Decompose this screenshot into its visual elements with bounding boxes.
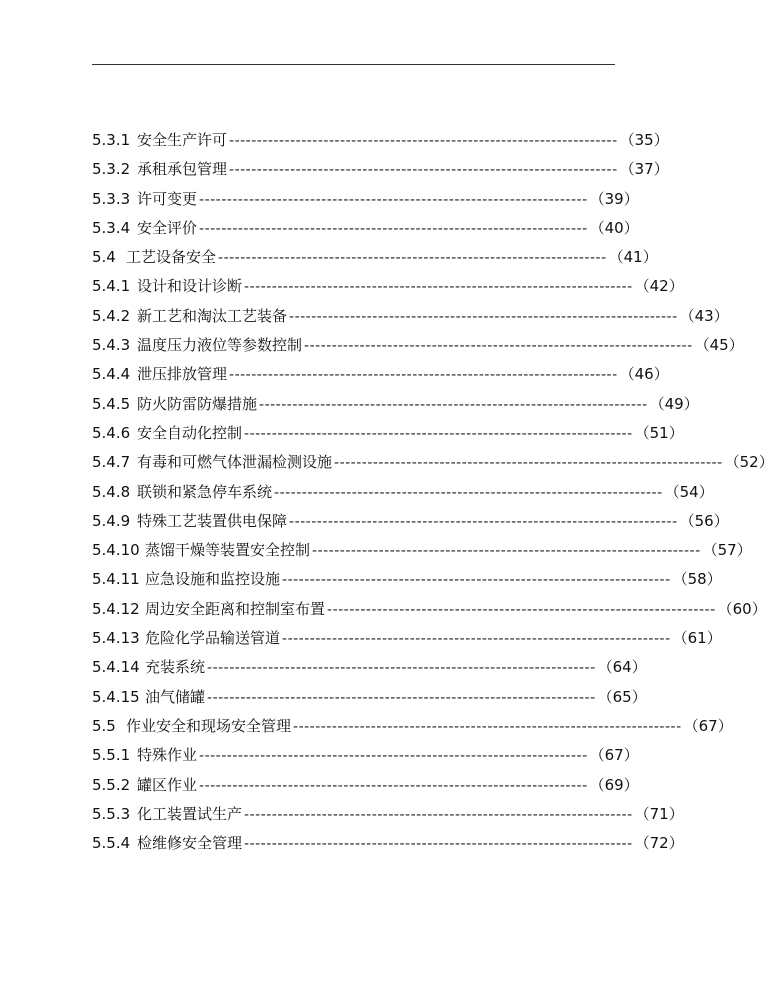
dot-leader: ---------------------------------------------------------------------- — [289, 513, 678, 530]
section-title: 作业安全和现场安全管理 — [126, 716, 292, 735]
toc-entry[interactable] — [92, 214, 639, 243]
page-number: （40） — [589, 218, 639, 237]
toc-entry[interactable] — [92, 712, 733, 741]
section-number: 5.5.1 — [92, 746, 131, 765]
section-title: 油气储罐 — [145, 687, 206, 706]
dot-leader: ---------------------------------------------------------------------- — [207, 660, 596, 677]
section-number: 5.5.3 — [92, 804, 131, 823]
section-number: 5.5.4 — [92, 834, 131, 853]
section-number: 5.5 — [92, 716, 116, 735]
page-number: （37） — [619, 160, 669, 179]
dot-leader: ---------------------------------------------------------------------- — [289, 308, 678, 325]
toc-entry[interactable] — [92, 243, 658, 272]
page-number: （35） — [619, 131, 669, 149]
toc-entry[interactable] — [92, 331, 744, 360]
dot-leader: ---------------------------------------------------------------------- — [334, 455, 723, 472]
section-number: 5.4.14 — [92, 658, 140, 677]
dot-leader: ---------------------------------------------------------------------- — [274, 484, 663, 501]
toc-entry[interactable] — [92, 507, 729, 536]
dot-leader: ---------------------------------------------------------------------- — [282, 631, 671, 648]
page-number: （45） — [694, 336, 744, 355]
section-number: 5.4.8 — [92, 482, 131, 501]
header-rule — [92, 64, 615, 65]
page-number: （54） — [664, 482, 714, 501]
section-title: 充装系统 — [145, 658, 206, 677]
page-number: （57） — [702, 541, 752, 560]
dot-leader: ---------------------------------------------------------------------- — [218, 250, 607, 267]
page-number: （72） — [634, 834, 684, 853]
dot-leader: ---------------------------------------------------------------------- — [244, 279, 633, 296]
dot-leader: ---------------------------------------------------------------------- — [312, 543, 701, 560]
toc-entry[interactable] — [92, 448, 774, 477]
toc-entry[interactable] — [92, 360, 669, 389]
section-title: 蒸馏干燥等装置安全控制 — [145, 541, 311, 560]
toc-entry[interactable] — [92, 771, 639, 800]
section-title: 特殊作业 — [137, 746, 198, 765]
section-title: 工艺设备安全 — [126, 248, 217, 267]
toc-entry[interactable] — [92, 741, 639, 770]
section-number: 5.4.7 — [92, 453, 131, 472]
section-title: 温度压力液位等参数控制 — [137, 336, 303, 355]
toc-entry[interactable] — [92, 185, 639, 214]
toc-entry[interactable] — [92, 419, 684, 448]
dot-leader: ---------------------------------------------------------------------- — [244, 806, 633, 823]
dot-leader: ---------------------------------------------------------------------- — [282, 572, 671, 589]
page-number: （43） — [679, 306, 729, 325]
section-number: 5.3.2 — [92, 160, 131, 179]
toc-entry[interactable] — [92, 565, 722, 594]
dot-leader: ---------------------------------------------------------------------- — [207, 689, 596, 706]
dot-leader: ---------------------------------------------------------------------- — [259, 396, 648, 413]
section-number: 5.4.12 — [92, 599, 140, 618]
table-of-contents — [92, 126, 774, 858]
toc-entry[interactable] — [92, 478, 714, 507]
section-number: 5.4.15 — [92, 687, 140, 706]
section-number: 5.4.3 — [92, 336, 131, 355]
page-number: （46） — [619, 365, 669, 384]
dot-leader: ---------------------------------------------------------------------- — [327, 601, 716, 618]
page-number: （69） — [589, 775, 639, 794]
section-number: 5.4.4 — [92, 365, 131, 384]
section-title: 新工艺和淘汰工艺装备 — [137, 306, 288, 325]
page-number: （39） — [589, 189, 639, 208]
section-title: 承租承包管理 — [137, 160, 228, 179]
toc-entry[interactable] — [92, 653, 647, 682]
dot-leader: ---------------------------------------------------------------------- — [199, 191, 588, 208]
page-number: （64） — [597, 658, 647, 677]
section-title: 安全生产许可 — [137, 131, 228, 149]
toc-entry[interactable] — [92, 595, 767, 624]
page-number: （51） — [634, 423, 684, 442]
toc-entry[interactable] — [92, 800, 684, 829]
dot-leader: ---------------------------------------------------------------------- — [229, 133, 618, 149]
toc-entry[interactable] — [92, 683, 647, 712]
section-number: 5.3.4 — [92, 218, 131, 237]
section-title: 泄压排放管理 — [137, 365, 228, 384]
section-title: 危险化学品输送管道 — [145, 629, 281, 648]
toc-entry[interactable] — [92, 155, 669, 184]
page-number: （42） — [634, 277, 684, 296]
section-title: 联锁和紧急停车系统 — [137, 482, 273, 501]
section-number: 5.4.10 — [92, 541, 140, 560]
section-number: 5.4.5 — [92, 394, 131, 413]
page-number: （52） — [724, 453, 774, 472]
section-title: 化工装置试生产 — [137, 804, 243, 823]
section-number: 5.4.9 — [92, 511, 131, 530]
page-number: （58） — [672, 570, 722, 589]
section-title: 罐区作业 — [137, 775, 198, 794]
section-number: 5.3.1 — [92, 131, 131, 149]
dot-leader: ---------------------------------------------------------------------- — [304, 338, 693, 355]
section-title: 安全评价 — [137, 218, 198, 237]
section-title: 设计和设计诊断 — [137, 277, 243, 296]
page-number: （67） — [589, 746, 639, 765]
dot-leader: ---------------------------------------------------------------------- — [229, 367, 618, 384]
toc-entry[interactable] — [92, 302, 729, 331]
toc-entry[interactable] — [92, 126, 669, 155]
section-title: 检维修安全管理 — [137, 834, 243, 853]
dot-leader: ---------------------------------------------------------------------- — [199, 777, 588, 794]
page-number: （41） — [608, 248, 658, 267]
page-number: （71） — [634, 804, 684, 823]
section-title: 许可变更 — [137, 189, 198, 208]
toc-entry[interactable] — [92, 829, 684, 858]
dot-leader: ---------------------------------------------------------------------- — [199, 220, 588, 237]
dot-leader: ---------------------------------------------------------------------- — [199, 748, 588, 765]
toc-entry[interactable] — [92, 272, 684, 301]
section-title: 防火防雷防爆措施 — [137, 394, 258, 413]
toc-entry[interactable] — [92, 390, 699, 419]
section-number: 5.4.6 — [92, 423, 131, 442]
section-title: 特殊工艺装置供电保障 — [137, 511, 288, 530]
section-title: 周边安全距离和控制室布置 — [145, 599, 326, 618]
page-number: （60） — [717, 599, 767, 618]
section-title: 安全自动化控制 — [137, 423, 243, 442]
page-number: （67） — [683, 716, 733, 735]
page-number: （65） — [597, 687, 647, 706]
page-number: （56） — [679, 511, 729, 530]
section-title: 有毒和可燃气体泄漏检测设施 — [137, 453, 333, 472]
dot-leader: ---------------------------------------------------------------------- — [244, 425, 633, 442]
section-number: 5.4.1 — [92, 277, 131, 296]
dot-leader: ---------------------------------------------------------------------- — [293, 718, 682, 735]
dot-leader: ---------------------------------------------------------------------- — [244, 836, 633, 853]
page-number: （49） — [649, 394, 699, 413]
dot-leader: ---------------------------------------------------------------------- — [229, 162, 618, 179]
page-number: （61） — [672, 629, 722, 648]
section-number: 5.5.2 — [92, 775, 131, 794]
section-number: 5.3.3 — [92, 189, 131, 208]
section-number: 5.4.13 — [92, 629, 140, 648]
section-number: 5.4.11 — [92, 570, 140, 589]
toc-entry[interactable] — [92, 536, 752, 565]
section-number: 5.4 — [92, 248, 116, 267]
section-title: 应急设施和监控设施 — [145, 570, 281, 589]
section-number: 5.4.2 — [92, 306, 131, 325]
toc-entry[interactable] — [92, 624, 722, 653]
